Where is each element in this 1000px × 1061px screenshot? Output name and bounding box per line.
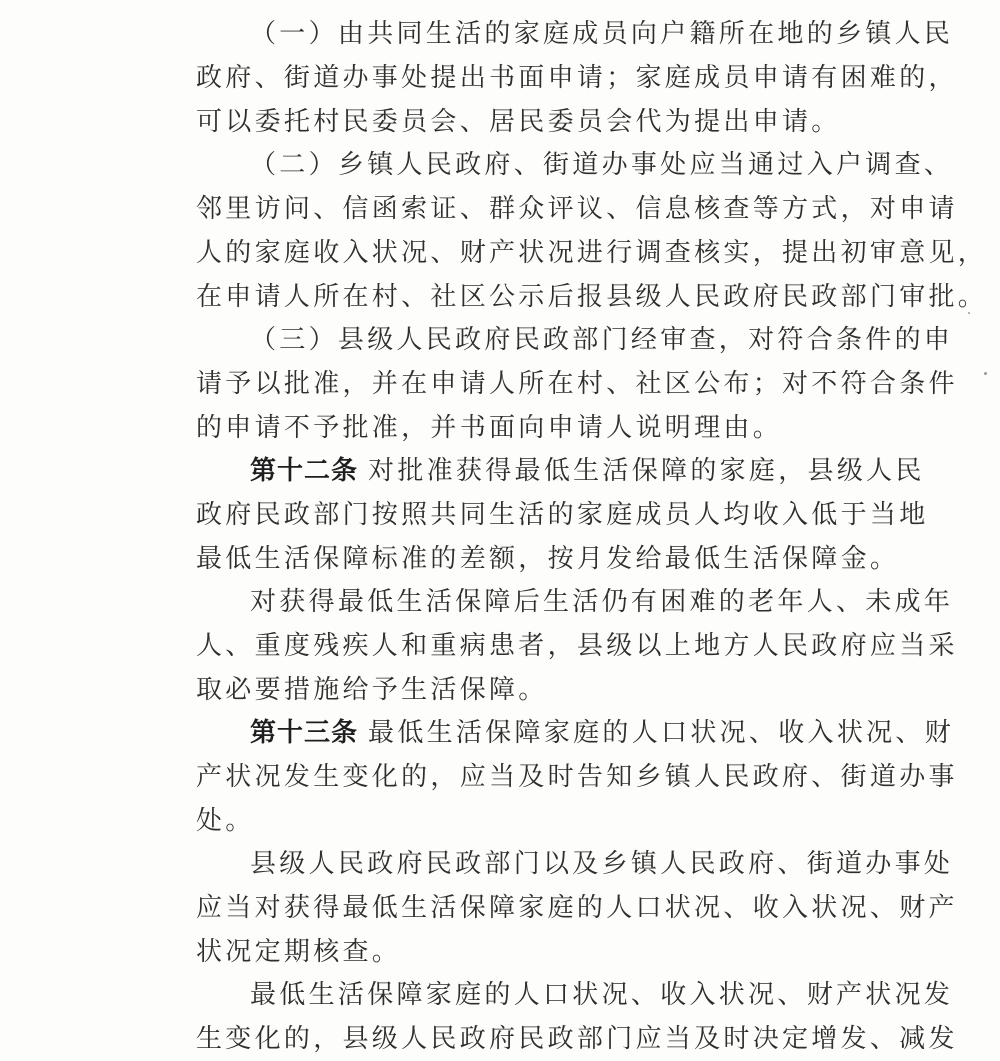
text-line-7: 在申请人所在村、社区公示后报县级人民政府民政部门审批。 — [196, 282, 988, 312]
text-line-13: 最低生活保障标准的差额，按月发给最低生活保障金。 — [196, 544, 900, 574]
scan-speck — [984, 372, 987, 375]
text-line-12: 政府民政部门按照共同生活的家庭成员人均收入低于当地 — [196, 500, 929, 530]
text-line-1: （一）由共同生活的家庭成员向户籍所在地的乡镇人民 — [250, 19, 954, 49]
article-12-heading: 第十二条 — [250, 456, 359, 486]
article-13-line-1 — [250, 711, 955, 755]
text-line-14: 对获得最低生活保障后生活仍有困难的老年人、未成年 — [250, 587, 954, 617]
article-12-text: 对批准获得最低生活保障的家庭，县级人民 — [368, 456, 925, 486]
text-line-19: 处。 — [196, 806, 255, 836]
text-line-9: 请予以批准，并在申请人所在村、社区公布；对不符合条件 — [196, 369, 958, 399]
text-line-22: 状况定期核查。 — [196, 937, 402, 967]
scan-speck — [968, 312, 970, 314]
text-line-4: （二）乡镇人民政府、街道办事处应当通过入户调查、 — [250, 150, 954, 180]
article-12-line-1 — [250, 449, 925, 493]
text-line-8: （三）县级人民政府民政部门经审查，对符合条件的申 — [250, 325, 954, 355]
article-13-text: 最低生活保障家庭的人口状况、收入状况、财 — [368, 718, 955, 748]
text-line-2: 政府、街道办事处提出书面申请；家庭成员申请有困难的， — [196, 63, 958, 93]
article-13-heading: 第十三条 — [250, 718, 359, 748]
text-line-10: 的申请不予批准，并书面向申请人说明理由。 — [196, 413, 783, 443]
text-line-21: 应当对获得最低生活保障家庭的人口状况、收入状况、财产 — [196, 893, 958, 923]
text-line-18: 产状况发生变化的，应当及时告知乡镇人民政府、街道办事 — [196, 762, 958, 792]
text-line-3: 可以委托村民委员会、居民委员会代为提出申请。 — [196, 107, 841, 137]
text-line-16: 取必要措施给予生活保障。 — [196, 675, 548, 705]
text-line-5: 邻里访问、信函索证、群众评议、信息核查等方式，对申请 — [196, 194, 958, 224]
text-line-15: 人、重度残疾人和重病患者，县级以上地方人民政府应当采 — [196, 631, 958, 661]
text-line-24: 生变化的，县级人民政府民政部门应当及时决定增发、减发 — [196, 1024, 958, 1054]
text-line-6: 人的家庭收入状况、财产状况进行调查核实，提出初审意见， — [196, 238, 988, 268]
text-line-23: 最低生活保障家庭的人口状况、收入状况、财产状况发 — [250, 980, 954, 1010]
text-line-20: 县级人民政府民政部门以及乡镇人民政府、街道办事处 — [250, 849, 954, 879]
